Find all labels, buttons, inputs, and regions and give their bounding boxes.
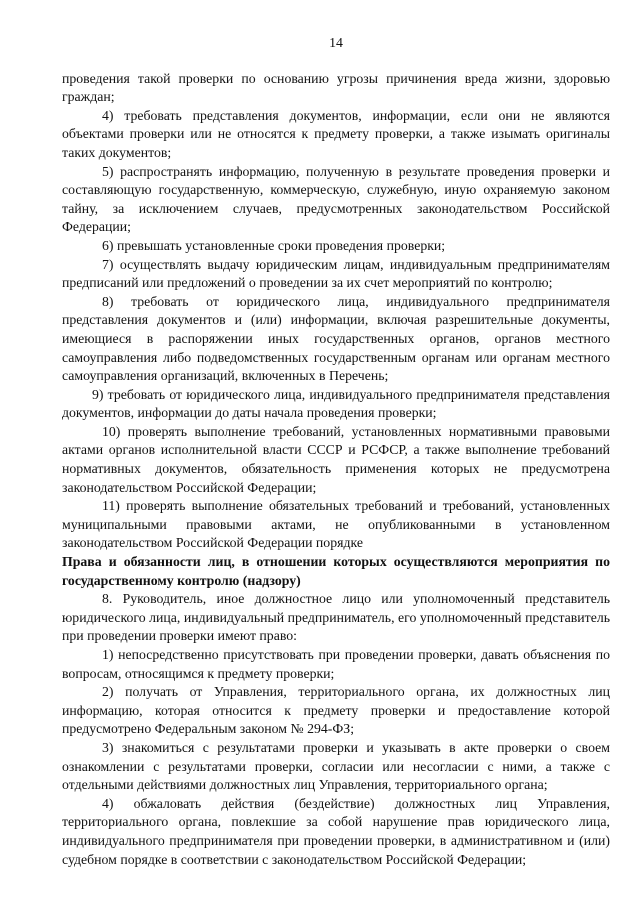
- paragraph-item-4: 4) требовать представления документов, информации, если они не являются объектами проверки или не относятся к предмету проверки, а также изымать оригиналы таких документов;: [62, 107, 610, 160]
- paragraph-item-7: 7) осуществлять выдачу юридическим лицам, индивидуальным предпринимателям предписаний или предложений о проведении за их счет мероприятий по контролю;: [62, 256, 610, 291]
- paragraph-right-4: 4) обжаловать действия (бездействие) должностных лиц Управления, территориального органа, повлекшие за собой нарушение прав юридического лица, индивидуального предпринимателя при проведении проверки, в административном и (или) судебном порядке в соответствии с законодательством Российской Федерации;: [62, 795, 610, 867]
- page-number: [62, 34, 610, 53]
- paragraph-right-3: 3) знакомиться с результатами проверки и указывать в акте проверки о своем ознакомлении с результатами проверки, согласии или несогласии с ними, а также с отдельными действиями должностных лиц Управления, территориального органа;: [62, 739, 610, 793]
- paragraph-item-6: 6) превышать установленные сроки проведения проверки;: [102, 237, 446, 253]
- paragraph-item-8: 8) требовать от юридического лица, индивидуального предпринимателя представления документов и (или) информации, включая разрешительные документы, имеющиеся в распоряжении иных государственных органов, органов местного самоуправления либо подведомственных государственным органам или органам местного самоуправления организаций, включенных в Перечень;: [62, 293, 610, 384]
- paragraph-right-2: 2) получать от Управления, территориального органа, их должностных лиц информацию, которая относится к предмету проверки и предоставление которой предусмотрено Федеральным законом № 294-ФЗ;: [62, 684, 610, 737]
- paragraph-item-11: 11) проверять выполнение обязательных требований и требований, установленных муниципальными правовыми актами, не опубликованными в установленном законодательством Российской Федерации порядке: [62, 498, 610, 551]
- paragraph-right-1: 1) непосредственно присутствовать при проведении проверки, давать объяснения по вопросам, относящимся к предмету проверки;: [62, 647, 610, 681]
- section-heading: Права и обязанности лиц, в отношении которых осуществляются мероприятия по государственному контролю (надзору): [62, 554, 610, 588]
- paragraph-continuation: проведения такой проверки по основанию угрозы причинения вреда жизни, здоровью граждан;: [62, 70, 610, 105]
- paragraph-item-9: 9) требовать от юридического лица, индивидуального предпринимателя представления документов, информации до даты начала проведения проверки;: [62, 386, 610, 421]
- page-number-text: 14: [329, 35, 343, 50]
- paragraph-item-10: 10) проверять выполнение требований, установленных нормативными правовыми актами органов исполнительной власти СССР и РСФСР, а также выполнение требований нормативных документов, обязательность применения которых не предусмотрена законодательством Российской Федерации;: [62, 423, 610, 495]
- paragraph-item-5: 5) распространять информацию, полученную в результате проведения проверки и составляющую государственную, коммерческую, служебную, иную охраняемую законом тайну, за исключением случаев, предусмотренных законодательством Российской Федерации;: [62, 163, 610, 235]
- paragraph-clause-8: 8. Руководитель, иное должностное лицо или уполномоченный представитель юридического лица, индивидуальный предприниматель, его уполномоченный представитель при проведении проверки имеют право:: [62, 591, 610, 644]
